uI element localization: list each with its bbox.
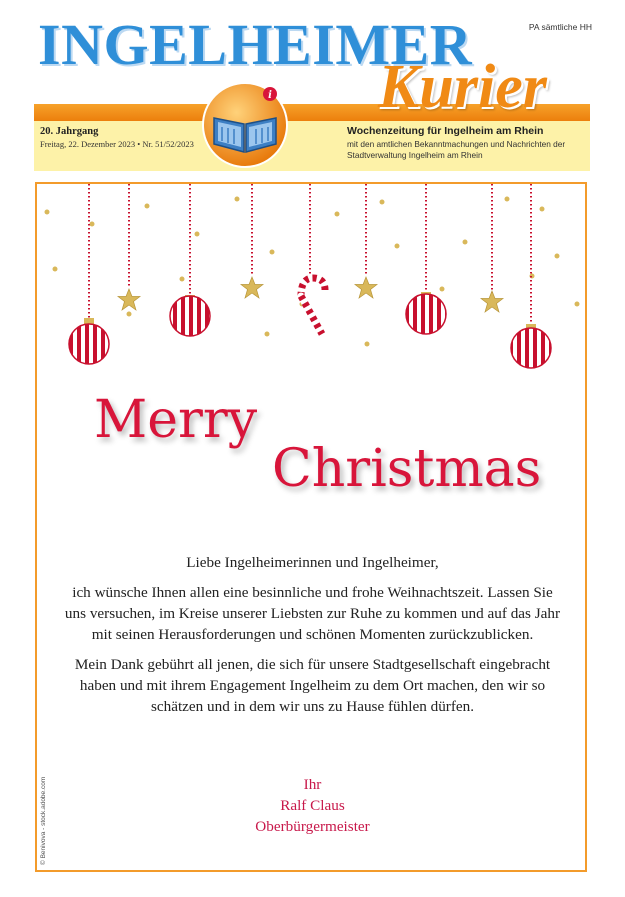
candy-cane-icon [301,278,325,334]
issue-meta [40,126,194,149]
bauble-icon [170,295,210,336]
hanging-strings [89,184,531,326]
newspaper-subtitle: Wochenzeitung für Ingelheim am Rhein [347,125,544,137]
newspaper-subtitle-block [347,125,587,161]
masthead [0,0,625,182]
gold-confetti-dots [45,197,580,347]
volume-label: 20. Jahrgang [40,126,99,137]
newspaper-title-kurier: Kurier [378,53,547,121]
greeting-christmas: Christmas [272,439,542,499]
image-credit: © Benivova - stock.adobe.com [40,776,47,865]
open-book-logo-icon [200,80,290,170]
svg-text:i: i [268,90,272,101]
merry-christmas-greeting [94,390,544,510]
star-icon [118,289,140,310]
mayor-letter [60,552,565,726]
bauble-icon [511,324,551,368]
star-icon [481,291,503,312]
pa-note: PA sämtliche HH [528,22,592,32]
newspaper-title: INGELHEIMER [38,12,473,77]
issue-date: Freitag, 22. Dezember 2023 • Nr. 51/52/2023 [40,139,194,149]
signature-block [60,774,565,837]
newspaper-subtitle-detail: mit den amtlichen Bekanntmachungen und Nachrichten der Stadtverwaltung Ingelheim am Rhein [347,139,566,160]
bauble-icon [69,318,109,364]
christmas-ornaments [37,184,585,384]
letter-paragraph-2: Mein Dank gebührt all jenen, die sich für unsere Stadtgesellschaft eingebracht haben und mit ihrem Engagement Ingelheim zu dem Ort machen, den wir so schätzen und in dem wir uns zu Hause fühlen dürfen. [74,656,551,715]
bauble-icon [406,292,446,334]
signature-title: Oberbürgermeister [255,818,370,835]
signature-name: Ralf Claus [280,797,345,814]
letter-paragraph-1: ich wünsche Ihnen allen eine besinnliche und frohe Weihnachtszeit. Lassen Sie uns versuchen, im Kreise unserer Liebsten zur Ruhe zu kommen und auf das Jahr mit seinen Herausforderungen und schönen Momenten zurückzublicken. [64,584,561,643]
greeting-merry: Merry [94,390,258,450]
letter-salutation: Liebe Ingelheimerinnen und Ingelheimer, [186,554,439,571]
star-icon [355,277,377,298]
signature-closing: Ihr [303,776,322,793]
star-icon [241,277,263,298]
